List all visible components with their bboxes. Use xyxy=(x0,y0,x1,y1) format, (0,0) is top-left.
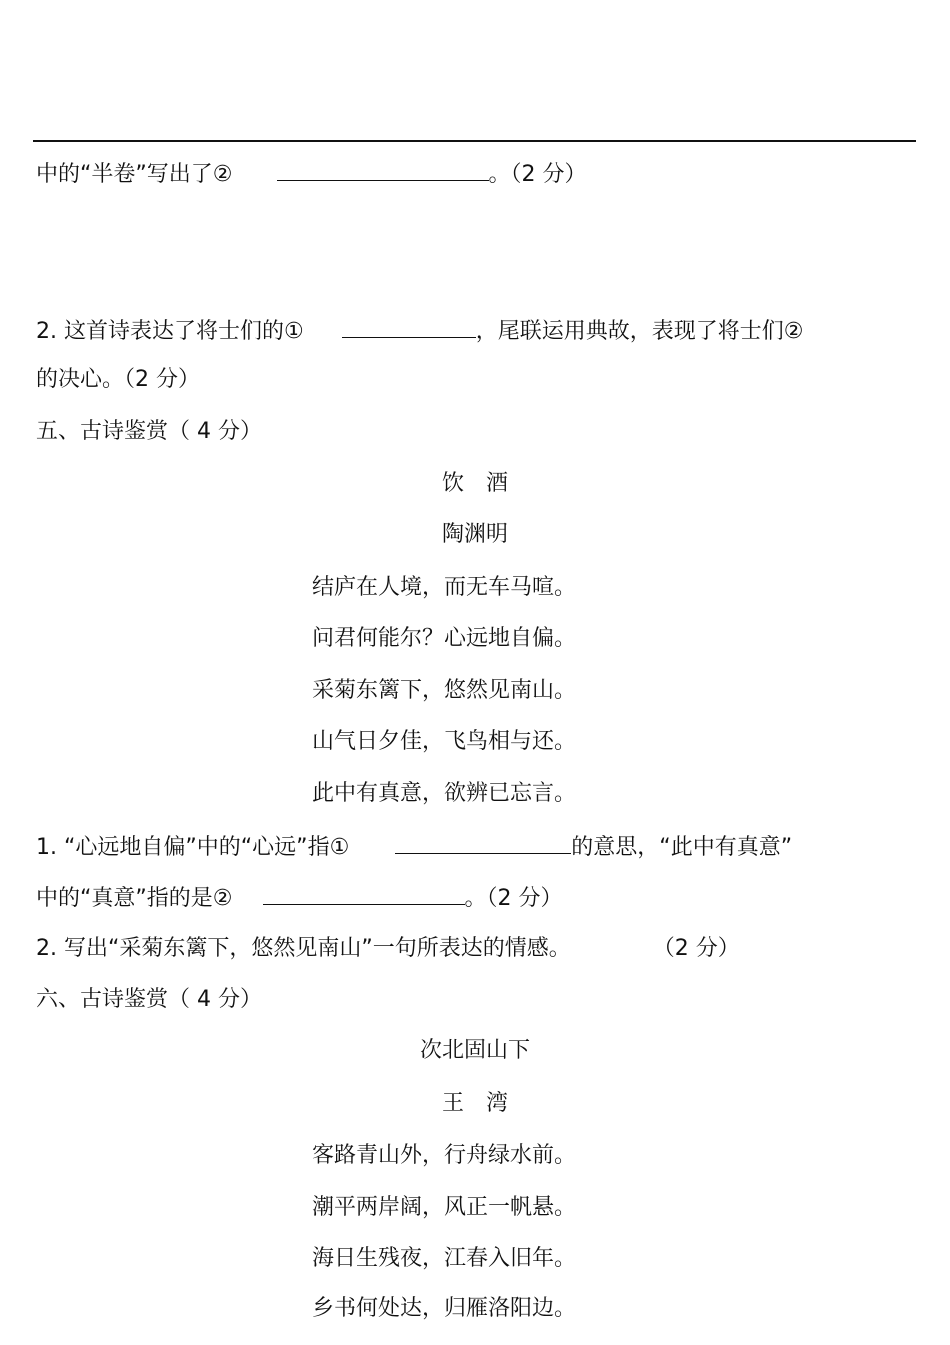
poem-line: 此中有真意，欲辨已忘言。 xyxy=(312,781,577,806)
poem-line: 采菊东篱下，悠然见南山。 xyxy=(312,678,577,703)
section5-poem-author: 陶渊明 xyxy=(441,522,508,547)
top-rule xyxy=(33,140,916,142)
poem-line: 客路青山外，行舟绿水前。 xyxy=(312,1143,577,1168)
section5-poem-title: 饮 酒 xyxy=(441,471,508,496)
section5-q2-text: 2. 写出“采菊东篱下，悠然见南山”一句所表达的情感。 xyxy=(36,936,571,961)
poem-line: 结庐在人境，而无车马喧。 xyxy=(312,575,577,600)
section5-q1-text3: 中的“真意”指的是② xyxy=(36,886,233,911)
answer-blank[interactable] xyxy=(263,882,465,905)
poem-line: 问君何能尔？心远地自偏。 xyxy=(312,626,577,651)
section5-q1-line1 xyxy=(36,831,792,863)
section5-q1-line2 xyxy=(36,882,563,914)
answer-blank[interactable] xyxy=(277,158,489,181)
section5-q2-score: （2 分） xyxy=(652,936,740,961)
poem-line: 乡书何处达，归雁洛阳边。 xyxy=(312,1296,577,1321)
section5-q1-text: 1. “心远地自偏”中的“心远”指① xyxy=(36,835,350,860)
prev-q1-tail xyxy=(36,158,587,190)
prev-q2-text2: ，尾联运用典故，表现了将士们② xyxy=(475,319,804,344)
section6-poem-author: 王 湾 xyxy=(441,1091,508,1116)
prev-q2-text: 2. 这首诗表达了将士们的① xyxy=(36,319,304,344)
section5-q1-text2: 的意思，“此中有真意” xyxy=(571,835,793,860)
poem-line: 潮平两岸阔，风正一帆悬。 xyxy=(312,1195,577,1220)
prev-q1-score: 。（2 分） xyxy=(488,162,587,187)
poem-line: 山气日夕佳，飞鸟相与还。 xyxy=(312,729,577,754)
answer-blank[interactable] xyxy=(395,831,571,854)
section5-heading: 五、古诗鉴赏（ 4 分） xyxy=(36,419,262,444)
answer-blank[interactable] xyxy=(342,315,476,338)
poem-line: 海日生残夜，江春入旧年。 xyxy=(312,1246,577,1271)
section6-heading: 六、古诗鉴赏（ 4 分） xyxy=(36,987,262,1012)
prev-q2-line2: 的决心。（2 分） xyxy=(36,367,200,392)
prev-q1-text: 中的“半卷”写出了② xyxy=(36,162,233,187)
prev-q2-line1 xyxy=(36,315,803,347)
section6-poem-title: 次北固山下 xyxy=(419,1038,530,1063)
section5-q2 xyxy=(36,934,740,964)
section5-q1-score: 。（2 分） xyxy=(464,886,563,911)
